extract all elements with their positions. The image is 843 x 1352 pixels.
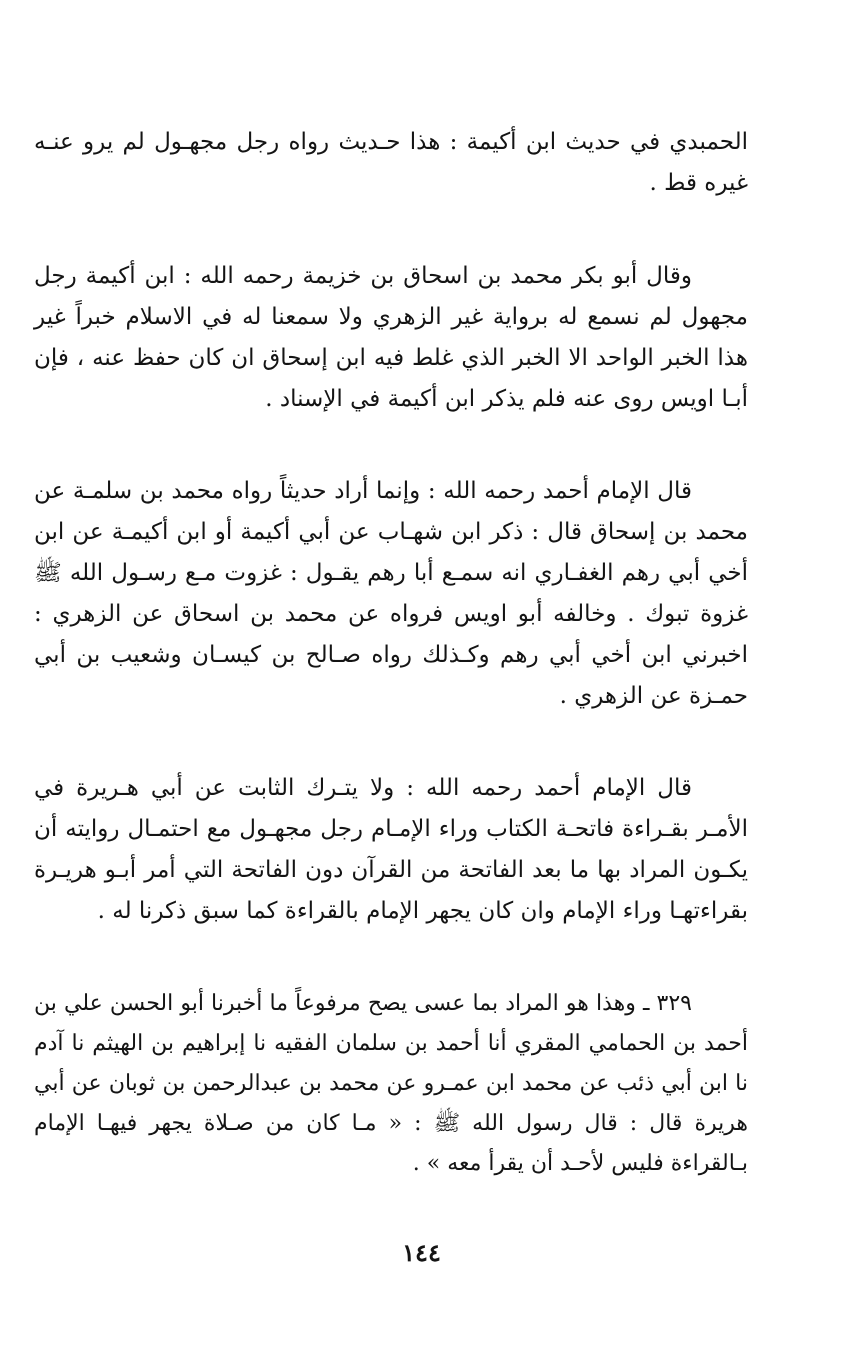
paragraph-2: وقال أبو بكر محمد بن اسحاق بن خزيمة رحمه الله : ابن أكيمة رجل مجهول لم نسمع له برواية غير الزهري ولا سمعنا له في الاسلام خبراً غير هذا الخبر الواحد الا الخبر الذي غلط فيه ابن إسحاق ان كان حفظ عنه ، فإن أبـا اويس روى عنه فلم يذكر ابن أكيمة في الإسناد . (34, 263, 748, 412)
book-page-body (34, 122, 748, 1184)
paragraph-4: قال الإمام أحمد رحمه الله : ولا يتـرك الثابت عن أبي هـريرة في الأمـر بقـراءة فاتحـة الكتاب وراء الإمـام رجل مجهـول مع احتمـال روايته أن يكـون المراد بها ما بعد الفاتحة من القرآن دون الفاتحة التي أمر أبـو هريـرة بقراءتهـا وراء الإمام وان كان يجهر الإمام بالقراءة كما سبق ذكرنا له . (34, 775, 748, 924)
paragraph-1: الحمبدي في حديث ابن أكيمة : هذا حـديث رواه رجل مجهـول لم يرو عنـه غيره قط . (34, 129, 748, 196)
paragraph-5-hadith-329: ٣٢٩ ـ وهذا هو المراد بما عسى يصح مرفوعاً ما أخبرنا أبو الحسن علي بن أحمد بن الحمامي المقري أنا أحمد بن سلمان الفقيه نا إبراهيم بن الهيثم نا آدم نا ابن أبي ذئب عن محمد ابن عمـرو عن محمد بن عبدالرحمن بن ثوبان عن أبي هريرة قال : قال رسول الله ﷺ : « مـا كان من صـلاة يجهر فيهـا الإمام بـالقراءة فليس لأحـد أن يقرأ معه » . (34, 991, 748, 1176)
page-number: ١٤٤ (402, 1238, 441, 1267)
paragraph-3: قال الإمام أحمد رحمه الله : وإنما أراد حديثاً رواه محمد بن سلمـة عن محمد بن إسحاق قال : ذكر ابن شهـاب عن أبي أكيمة أو ابن أكيمـة عن ابن أخي أبي رهم الغفـاري انه سمـع أبا رهم يقـول : غزوت مـع رسـول الله ﷺ غزوة تبوك . وخالفه أبو اويس فرواه عن محمد بن اسحاق عن الزهري : اخبرني ابن أخي أبي رهم وكـذلك رواه صـالح بن كيسـان وشعيب بن أبي حمـزة عن الزهري . (34, 478, 748, 709)
